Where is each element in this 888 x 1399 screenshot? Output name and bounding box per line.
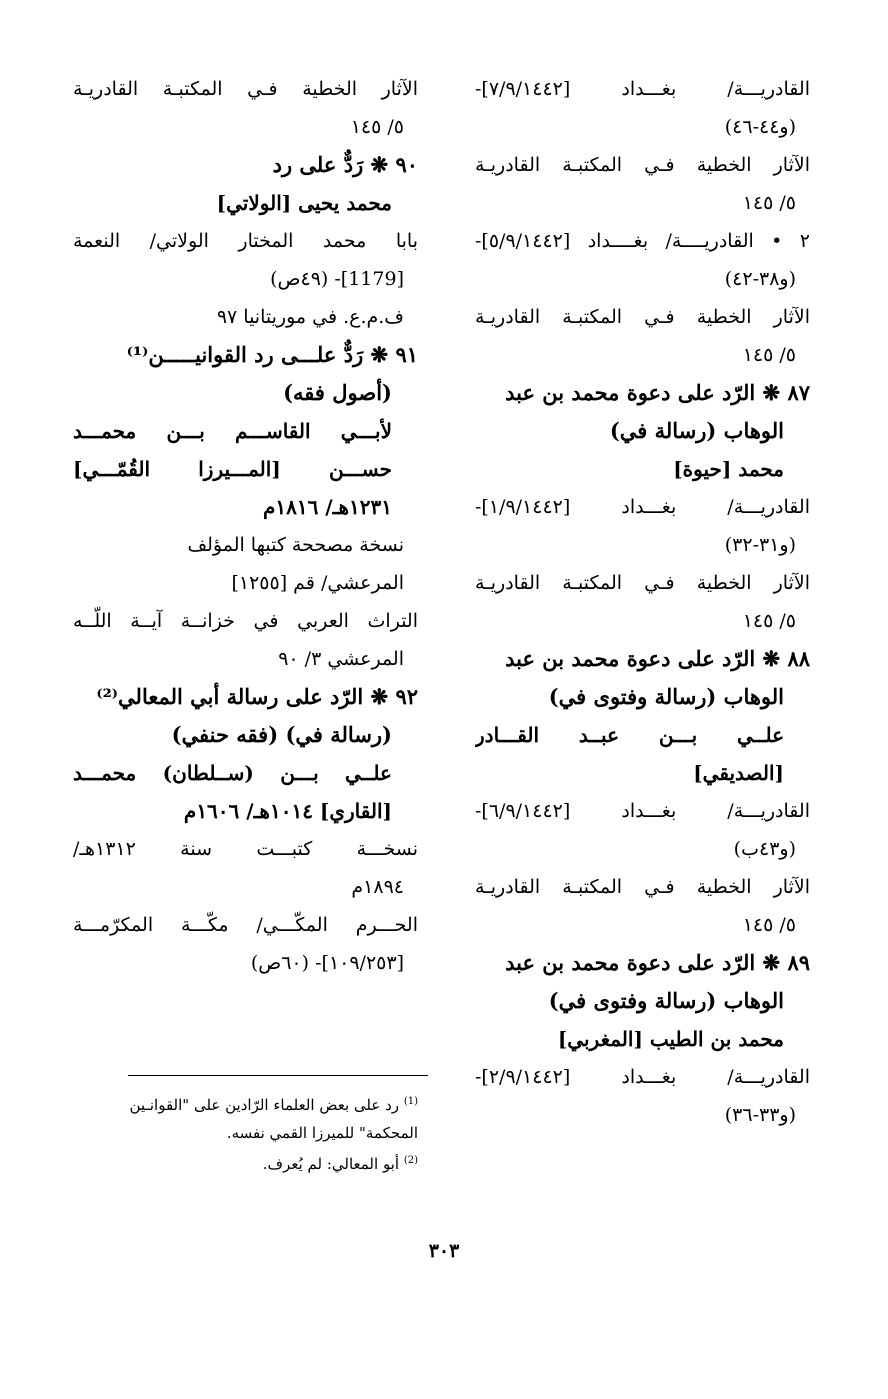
text-line: (و٣٣-٣٦) <box>724 1104 796 1126</box>
text-line: [١٠٩/٢٥٣]- (٦٠ص) <box>250 952 404 974</box>
text-line: القادريـــة/ بغـــداد [١/٩/١٤٤٢]- <box>475 496 810 518</box>
entry-title-line: ٨٨ ❋ الرّد على دعوة محمد بن عبد <box>505 646 810 671</box>
author-line: محمد يحيى [الولاتي] <box>216 191 392 215</box>
text-line: القادريـــة/ بغـــداد [٦/٩/١٤٤٢]- <box>475 800 810 822</box>
text-line: نسخـــة كتبـــت سنة ١٣١٢هـ/ <box>73 838 418 860</box>
text-line: ف.م.ع. في موريتانيا ٩٧ <box>216 306 404 328</box>
text-line: ٢ • القادريــــة/ بغــــداد [٥/٩/١٤٤٢]- <box>475 230 810 252</box>
footnote-text: أبو المعالي: لم يُعرف. <box>262 1155 400 1173</box>
text-line: الآثار الخطية فـي المكتبـة القادريـة <box>475 154 810 176</box>
author-line: حســـن [المـــيرزا القُمّـــي] <box>73 457 392 481</box>
footnote-marker: (2) <box>403 1155 418 1166</box>
text-line: ٥/ ١٤٥ <box>742 192 796 214</box>
right-column <box>475 70 810 1134</box>
entry-title-line: ٩٠ ❋ رَدٌّ على رد <box>272 152 418 177</box>
text-line: المرعشي/ قم [١٢٥٥] <box>231 572 404 594</box>
text-line: الآثار الخطية فـي المكتبـة القادريـة <box>73 78 418 100</box>
footnote-line <box>78 1147 418 1178</box>
text-line: ٥/ ١٤٥ <box>742 914 796 936</box>
text-line: بابا محمد المختار الولاتي/ النعمة <box>73 230 418 252</box>
entry-title-line: الوهاب (رسالة وفتوى في) <box>548 684 784 709</box>
text-line: ٥/ ١٤٥ <box>742 344 796 366</box>
entry-title-line: (رسالة في) (فقه حنفي) <box>171 722 392 747</box>
author-line: محمد بن الطيب [المغربي] <box>557 1027 784 1051</box>
page-number: ٣٠٣ <box>428 1240 460 1262</box>
left-column <box>73 70 418 982</box>
author-line: لأبـــي القاســـم بـــن محمـــد <box>73 419 392 443</box>
text-line: الآثار الخطية فـي المكتبـة القادريـة <box>475 572 810 594</box>
text-line: (و٣١-٣٢) <box>724 534 796 556</box>
text-line: (و٤٣ب) <box>733 838 796 860</box>
author-line: علــي بـــن (ســلطان) محمـــد <box>73 761 392 785</box>
author-line: علــي بـــن عبــد القـــادر <box>475 723 784 747</box>
author-line: ١٢٣١هـ/ ١٨١٦م <box>262 495 392 519</box>
text-line: [1179]- (٤٩ص) <box>270 268 404 290</box>
entry-title-line: ٩١ ❋ رَدٌّ علـــى رد القوانيـــــن⁽¹⁾ <box>126 342 418 367</box>
text-line: (و٤٤-٤٦) <box>724 116 796 138</box>
entry-title-line: ٨٧ ❋ الرّد على دعوة محمد بن عبد <box>505 380 810 405</box>
text-line: الحـــرم المكّـــي/ مكّـــة المكرّمـــة <box>73 914 418 936</box>
text-line: ٥/ ١٤٥ <box>350 116 404 138</box>
footnote-text: المحكمة" للميرزا القمي نفسه. <box>226 1124 418 1142</box>
text-line: ١٨٩٤م <box>351 876 404 898</box>
text-line: (و٣٨-٤٢) <box>724 268 796 290</box>
text-line: نسخة مصححة كتبها المؤلف <box>187 534 404 556</box>
text-line: التراث العربي في خزانــة آيــة اللّــه <box>73 610 418 632</box>
text-line: الآثار الخطية فـي المكتبـة القادريـة <box>475 876 810 898</box>
text-line: المرعشي ٣/ ٩٠ <box>278 648 404 670</box>
entry-title-line: ٩٢ ❋ الرّد على رسالة أبي المعالي⁽²⁾ <box>96 684 418 709</box>
author-line: [الصديقي] <box>693 761 784 785</box>
footnote-divider <box>128 1075 428 1076</box>
footnote-line <box>78 1088 418 1119</box>
author-line: محمد [حيوة] <box>673 457 784 481</box>
text-line: ٥/ ١٤٥ <box>742 610 796 632</box>
text-line: القادريـــة/ بغـــداد [٢/٩/١٤٤٢]- <box>475 1066 810 1088</box>
footnote-line <box>78 1119 418 1147</box>
text-line: الآثار الخطية فـي المكتبـة القادريـة <box>475 306 810 328</box>
entry-title-line: (أصول فقه) <box>283 380 392 405</box>
text-line: القادريـــة/ بغـــداد [٧/٩/١٤٤٢]- <box>475 78 810 100</box>
footnote-text: رد على بعض العلماء الرّادين على "القوانـين <box>129 1096 400 1114</box>
author-line: [القاري] ١٠١٤هـ/ ١٦٠٦م <box>183 799 392 823</box>
entry-title-line: الوهاب (رسالة وفتوى في) <box>548 988 784 1013</box>
entry-title-line: الوهاب (رسالة في) <box>609 418 784 443</box>
footnotes <box>78 1088 418 1178</box>
footnote-marker: (1) <box>403 1096 418 1107</box>
entry-title-line: ٨٩ ❋ الرّد على دعوة محمد بن عبد <box>505 950 810 975</box>
